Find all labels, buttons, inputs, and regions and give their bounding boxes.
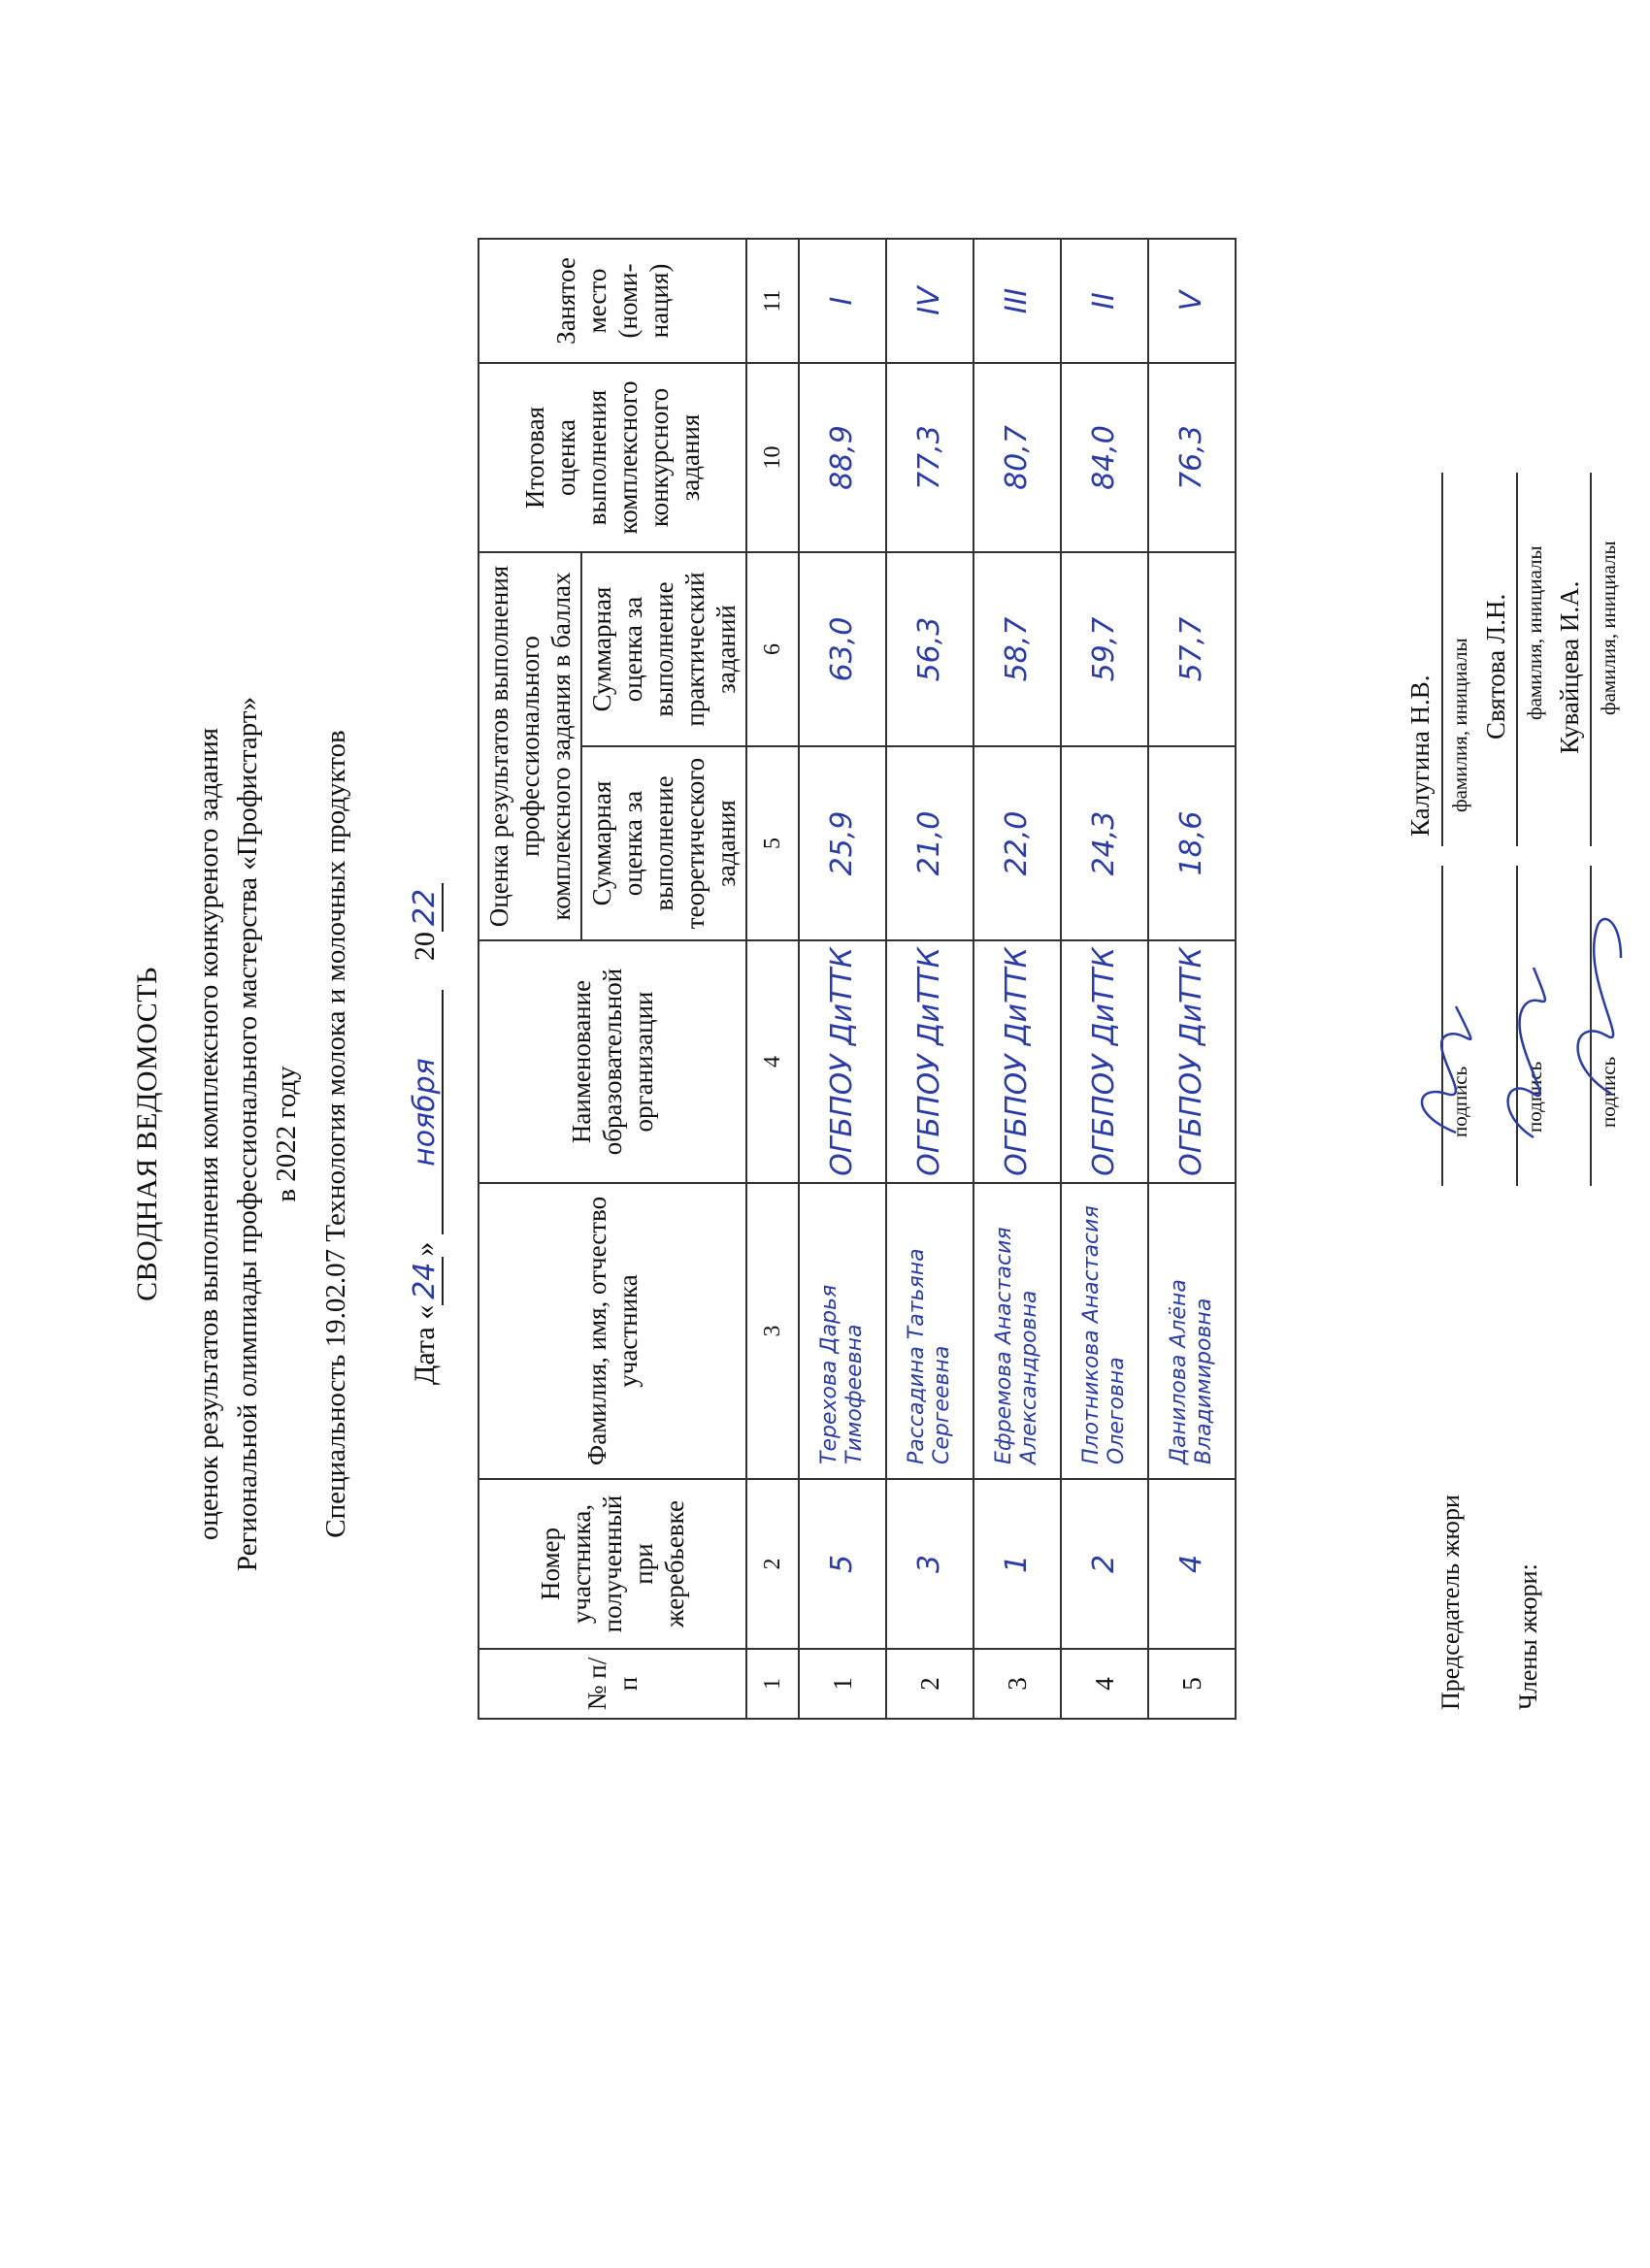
header-col-1: № п/п (478, 1649, 746, 1719)
name-caption: фамилия, инициалы (1597, 541, 1620, 715)
date-day: 24 (408, 1257, 444, 1305)
row-index: 5 (1148, 1649, 1236, 1719)
name-caption: фамилия, инициалы (1448, 638, 1471, 812)
chair-label: Председатель жюри (1436, 1495, 1465, 1710)
organization: ОГБПОУ ДиТТК (799, 940, 886, 1183)
participant-name: Рассадина Татьяна Сергеевна (886, 1183, 974, 1479)
document-title: СВОДНАЯ ВЕДОМОСТЬ (131, 967, 163, 1301)
subtitle-line-3: в 2022 году (271, 1066, 302, 1202)
organization: ОГБПОУ ДиТТК (1148, 940, 1236, 1183)
row-index: 4 (1061, 1649, 1148, 1719)
total-score: 80,7 (974, 363, 1061, 552)
draw-number: 2 (1061, 1479, 1148, 1649)
practice-score: 56,3 (886, 552, 974, 746)
draw-number: 4 (1148, 1479, 1236, 1649)
subtitle-line-2: Региональной олимпиады профессионального мастерства «Профистарт» (232, 696, 263, 1572)
col-number: 10 (746, 363, 799, 552)
date-line: Дата «24» ноября 2022 (408, 0, 444, 2268)
participant-name: Данилова Алёна Владимировна (1148, 1183, 1236, 1479)
practice-score: 63,0 (799, 552, 886, 746)
theory-score: 22,0 (974, 746, 1061, 940)
theory-score: 18,6 (1148, 746, 1236, 940)
theory-score: 21,0 (886, 746, 974, 940)
col-number: 6 (746, 552, 799, 746)
header-col-4: Наименование образовательной организации (478, 940, 746, 1183)
signature-caption: подпись (1448, 1066, 1471, 1137)
organization: ОГБПОУ ДиТТК (1061, 940, 1148, 1183)
header-col-3: Фамилия, имя, отчество участника (478, 1183, 746, 1479)
draw-number: 5 (799, 1479, 886, 1649)
date-label: Дата (409, 1327, 441, 1386)
total-score: 77,3 (886, 363, 974, 552)
participant-name: Терехова Дарья Тимофеевна (799, 1183, 886, 1479)
subtitle-line-1: оценок результатов выполнения комплексного конкуреного задания (193, 727, 224, 1541)
col-number: 3 (746, 1183, 799, 1479)
participant-name: Ефремова Анастасия Александровна (974, 1183, 1061, 1479)
signature-caption: подпись (1523, 1061, 1546, 1133)
place: I (799, 239, 886, 363)
total-score: 76,3 (1148, 363, 1236, 552)
name-line (1516, 473, 1518, 846)
results-table (478, 238, 1237, 1720)
col-number: 2 (746, 1479, 799, 1649)
date-month: ноября (408, 990, 444, 1234)
place: II (1061, 239, 1148, 363)
table-row (1148, 239, 1236, 1719)
header-group: Оценка результатов выполнения профессионального комплексного задания в баллах (478, 552, 581, 940)
col-number: 1 (746, 1649, 799, 1719)
draw-number: 3 (886, 1479, 974, 1649)
col-number: 4 (746, 940, 799, 1183)
header-col-10: Итоговая оценка выполнения комплексного конкурсного задания (478, 363, 746, 552)
organization: ОГБПОУ ДиТТК (886, 940, 974, 1183)
header-col-5: Суммарная оценка за выполнение теоретического задания (581, 746, 746, 940)
participant-name: Плотникова Анастасия Олеговна (1061, 1183, 1148, 1479)
signature-caption: подпись (1597, 1056, 1620, 1128)
name-line (1441, 473, 1443, 846)
table-row (974, 239, 1061, 1719)
name-line (1590, 473, 1592, 846)
col-number: 11 (746, 239, 799, 363)
total-score: 84,0 (1061, 363, 1148, 552)
header-col-6: Суммарная оценка за выполнение практический заданий (581, 552, 746, 746)
date-year-suffix: 22 (408, 883, 444, 932)
place: III (974, 239, 1061, 363)
header-col-2: Номер участника, полученный при жеребьевке (478, 1479, 746, 1649)
handwritten-signatures (1388, 890, 1640, 1152)
specialty-line: Специальность 19.02.07 Технология молока и молочных продуктов (320, 730, 351, 1538)
practice-score: 59,7 (1061, 552, 1148, 746)
theory-score: 24,3 (1061, 746, 1148, 940)
place: V (1148, 239, 1236, 363)
date-year-prefix: 20 (409, 932, 441, 962)
col-number: 5 (746, 746, 799, 940)
organization: ОГБПОУ ДиТТК (974, 940, 1061, 1183)
total-score: 88,9 (799, 363, 886, 552)
table-row (799, 239, 886, 1719)
name-caption: фамилия, инициалы (1523, 545, 1546, 720)
row-index: 2 (886, 1649, 974, 1719)
theory-score: 25,9 (799, 746, 886, 940)
header-col-11: Занятое место (номи-нация) (478, 239, 746, 363)
table-row (1061, 239, 1148, 1719)
place: IV (886, 239, 974, 363)
document-subtitle (189, 0, 306, 2268)
row-index: 3 (974, 1649, 1061, 1719)
practice-score: 58,7 (974, 552, 1061, 746)
table-row (886, 239, 974, 1719)
members-label: Члены жюри: (1514, 1563, 1542, 1710)
juror-name: Кувайцева И.А. (1555, 580, 1584, 754)
juror-name: Калугина Н.В. (1405, 674, 1435, 837)
juror-name: Святова Л.Н. (1481, 593, 1510, 740)
row-index: 1 (799, 1649, 886, 1719)
practice-score: 57,7 (1148, 552, 1236, 746)
draw-number: 1 (974, 1479, 1061, 1649)
